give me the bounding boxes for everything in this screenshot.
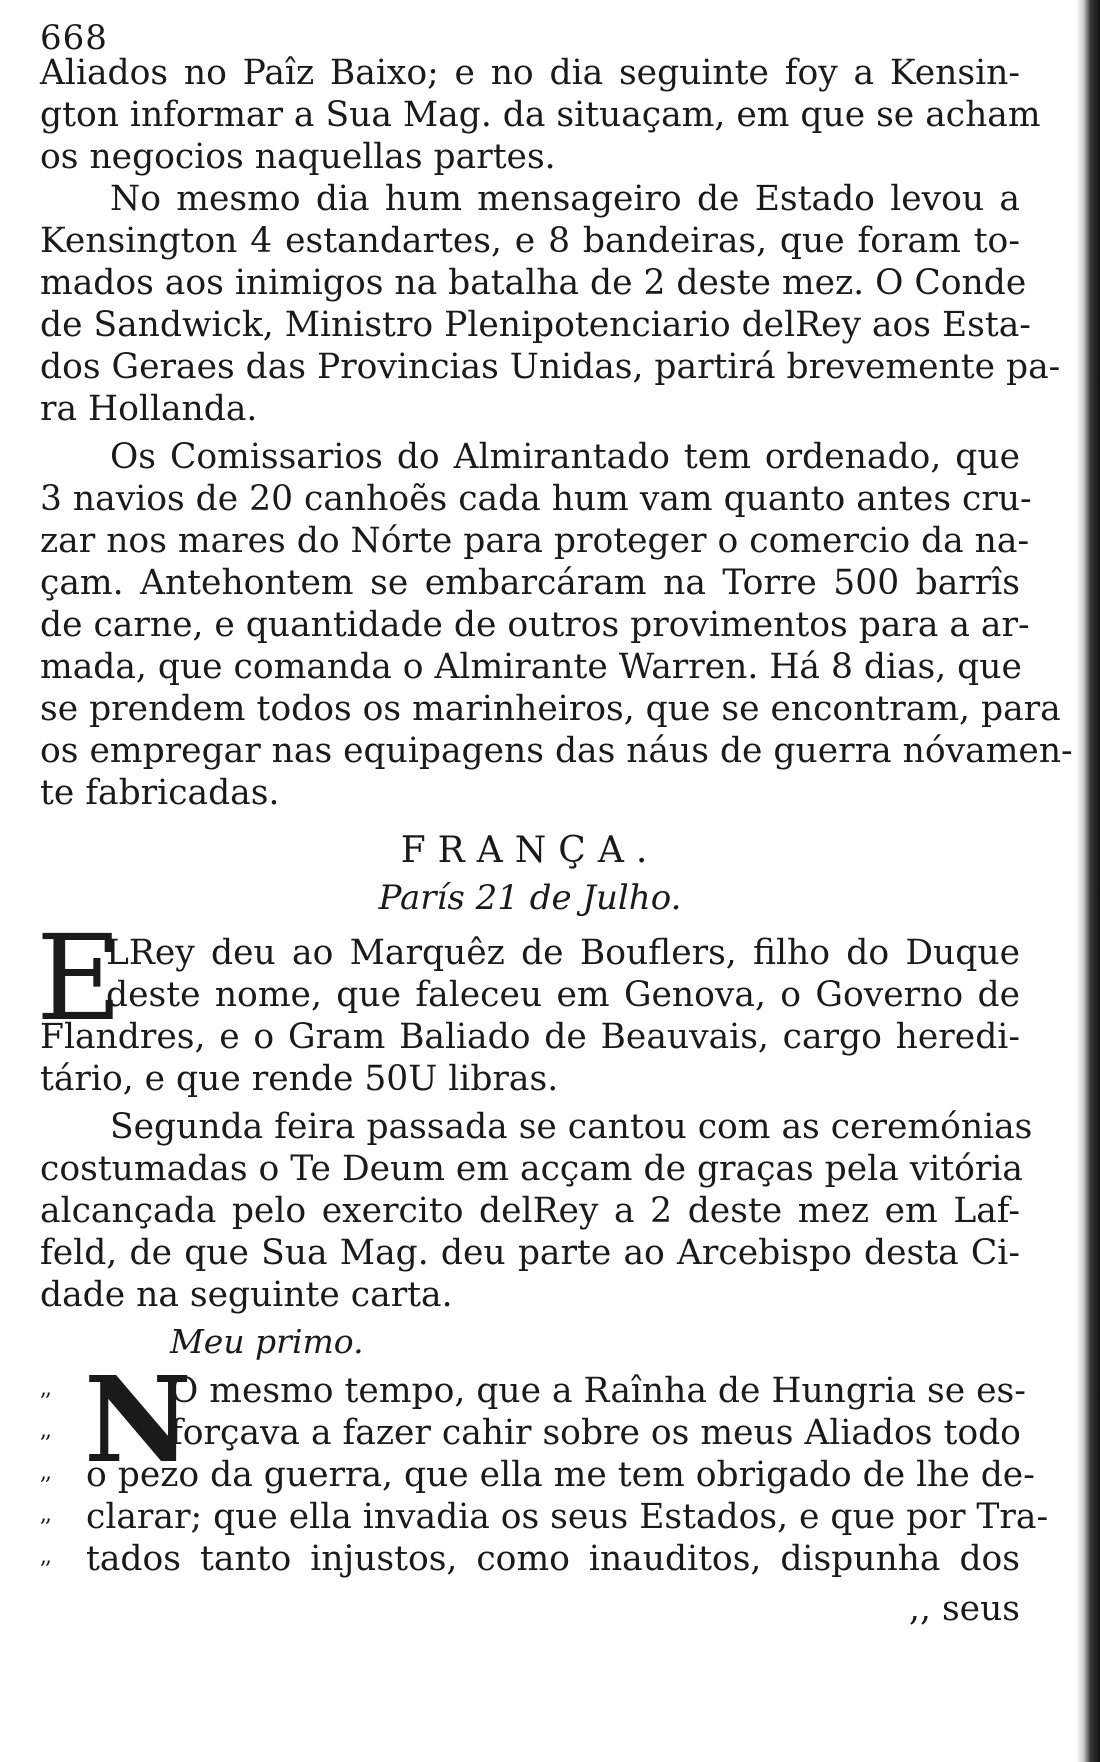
quotation-mark: ,,	[40, 1376, 50, 1401]
text-line: Segunda feira passada se cantou com as ceremónias	[110, 1107, 1033, 1147]
text-line: clarar; que ella invadia os seus Estados, e que por Tra-	[86, 1497, 1049, 1537]
text-line: Os Comissarios do Almirantado tem ordenado, que	[110, 437, 1020, 477]
quotation-mark: ,,	[40, 1502, 50, 1527]
quotation-mark: ,,	[40, 1460, 50, 1485]
text-line: çam. Antehontem se embarcáram na Torre 500 barrîs	[40, 563, 1020, 603]
dateline: París 21 de Julho.	[378, 878, 682, 918]
text-line: LRey deu ao Marquêz de Bouflers, filho do Duque	[106, 933, 1020, 973]
text-line: os empregar nas equipagens das náus de guerra nóvamen-	[40, 731, 1073, 771]
text-line: tados tanto injustos, como inauditos, dispunha dos	[86, 1539, 1020, 1579]
quotation-mark: ,,	[40, 1418, 50, 1443]
text-line: dade na seguinte carta.	[40, 1275, 453, 1315]
text-line: Kensington 4 estandartes, e 8 bandeiras, que foram to-	[40, 221, 1020, 261]
page-number: 668	[40, 18, 108, 58]
letter-salutation: Meu primo.	[170, 1322, 364, 1361]
text-line: gton informar a Sua Mag. da situaçam, em que se acham	[40, 95, 1041, 135]
drop-cap: N	[84, 1350, 192, 1489]
text-line: forçava a fazer cahir sobre os meus Aliados todo	[170, 1413, 1021, 1453]
text-line: No mesmo dia hum mensageiro de Estado levou a	[110, 179, 1020, 219]
text-line: Aliados no Paîz Baixo; e no dia seguinte foy a Kensin-	[40, 53, 1020, 93]
text-line: Flandres, e o Gram Baliado de Beauvais, cargo heredi-	[40, 1017, 1020, 1057]
text-line: o pezo da guerra, que ella me tem obrigado de lhe de-	[86, 1455, 1035, 1495]
text-line: dos Geraes das Provincias Unidas, partirá brevemente pa-	[40, 347, 1061, 387]
text-line: mada, que comanda o Almirante Warren. Há 8 dias, que	[40, 647, 1022, 687]
text-line: 3 navios de 20 canhoẽs cada hum vam quanto antes cru-	[40, 479, 1032, 519]
catchword: ,, seus	[909, 1589, 1020, 1629]
text-line: de Sandwick, Ministro Plenipotenciario delRey aos Esta-	[40, 305, 1031, 345]
text-line: tário, e que rende 50U libras.	[40, 1059, 559, 1099]
text-line: mados aos inimigos na batalha de 2 deste mez. O Conde	[40, 263, 1027, 303]
text-line: costumadas o Te Deum em acçam de graças pela vitória	[40, 1149, 1023, 1189]
text-line: ra Hollanda.	[40, 389, 258, 429]
page-edge-shadow	[1076, 0, 1100, 1762]
section-heading: FRANÇA.	[400, 830, 660, 871]
text-line: O mesmo tempo, que a Raînha de Hungria se es-	[170, 1371, 1026, 1411]
text-line: alcançada pelo exercito delRey a 2 deste mez em Laf-	[40, 1191, 1020, 1231]
text-line: os negocios naquellas partes.	[40, 137, 556, 177]
text-line: feld, de que Sua Mag. deu parte ao Arcebispo desta Ci-	[40, 1233, 1020, 1273]
text-line: te fabricadas.	[40, 773, 280, 813]
text-line: zar nos mares do Nórte para proteger o comercio da na-	[40, 521, 1030, 561]
text-line: de carne, e quantidade de outros provimentos para a ar-	[40, 605, 1030, 645]
drop-cap: E	[36, 909, 123, 1047]
quotation-mark: ,,	[40, 1544, 50, 1569]
text-line: se prendem todos os marinheiros, que se encontram, para	[40, 689, 1061, 729]
text-line: deste nome, que faleceu em Genova, o Governo de	[106, 975, 1020, 1015]
